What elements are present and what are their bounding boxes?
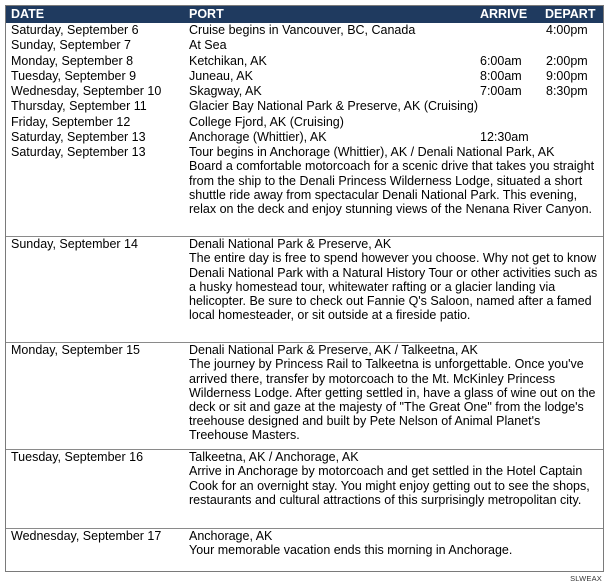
row-port: College Fjord, AK (Cruising) bbox=[189, 114, 344, 129]
row-date: Saturday, September 13 bbox=[11, 130, 146, 145]
table-row bbox=[6, 69, 603, 84]
row-port: Glacier Bay National Park & Preserve, AK (Cruising) bbox=[189, 99, 478, 114]
row-depart: 8:30pm bbox=[546, 84, 588, 99]
row-port: At Sea bbox=[189, 38, 227, 53]
row-port: Cruise begins in Vancouver, BC, Canada bbox=[189, 23, 416, 37]
row-port: Ketchikan, AK bbox=[189, 53, 267, 68]
table-row bbox=[6, 115, 603, 130]
tour-title: Denali National Park & Preserve, AK / Talkeetna, AK bbox=[189, 343, 478, 358]
header-depart: DEPART bbox=[545, 7, 596, 21]
tour-description: Arrive in Anchorage by motorcoach and get settled in the Hotel Captain Cook for an overnight stay. You might enjoy getting out to see the shops, restaurants and cultural attractions of this surprisingly metropolitan city. bbox=[189, 464, 590, 507]
row-date: Wednesday, September 10 bbox=[11, 84, 162, 99]
header-port: PORT bbox=[189, 7, 224, 21]
table-row bbox=[6, 23, 603, 38]
row-date: Friday, September 12 bbox=[11, 114, 131, 129]
row-date: Thursday, September 11 bbox=[11, 99, 147, 114]
tour-date: Monday, September 15 bbox=[11, 343, 141, 358]
tour-description: Board a comfortable motorcoach for a scenic drive that takes you straight from the ship to the Denali Princess Wilderness Lodge, situated a short shuttle ride away from spectacular Denali National Park. This evening, relax on the deck and enjoy stunning views of the Nenana River Canyon. bbox=[189, 159, 595, 216]
table-header bbox=[6, 6, 603, 23]
row-arrive: 6:00am bbox=[480, 53, 522, 68]
table-row bbox=[6, 130, 603, 145]
row-port: Skagway, AK bbox=[189, 84, 262, 99]
tour-day bbox=[6, 237, 603, 343]
tour-description: Your memorable vacation ends this morning in Anchorage. bbox=[189, 543, 513, 558]
tour-day bbox=[6, 145, 603, 237]
row-date: Tuesday, September 9 bbox=[11, 68, 137, 83]
header-date: DATE bbox=[11, 7, 45, 21]
table-row bbox=[6, 54, 603, 69]
row-date: Saturday, September 6 bbox=[11, 23, 139, 37]
row-arrive: 8:00am bbox=[480, 68, 522, 83]
row-arrive: 12:30am bbox=[480, 130, 529, 145]
tour-date: Tuesday, September 16 bbox=[11, 450, 144, 465]
tour-description: The journey by Princess Rail to Talkeetna is unforgettable. Once you've arrived there, transfer by motorcoach to the Mt. McKinley Princess Wilderness Lodge. After getting settled in, have a glass of wine out on the deck or sit and gaze at the majesty of "The Great One" from the lodge's treehouse designed and built by Pete Nelson of Animal Planet's Treehouse Masters. bbox=[189, 357, 596, 442]
row-arrive: 7:00am bbox=[480, 84, 522, 99]
tour-title: Tour begins in Anchorage (Whittier), AK / Denali National Park, AK bbox=[189, 145, 555, 160]
row-depart: 9:00pm bbox=[546, 68, 588, 83]
row-date: Monday, September 8 bbox=[11, 53, 134, 68]
row-date: Sunday, September 7 bbox=[11, 38, 131, 53]
tour-date: Sunday, September 14 bbox=[11, 237, 138, 252]
tour-date: Wednesday, September 17 bbox=[11, 529, 162, 544]
table-row bbox=[6, 99, 603, 114]
tour-day bbox=[6, 529, 603, 562]
row-depart: 2:00pm bbox=[546, 53, 588, 68]
source-credit: SLWEAX bbox=[570, 574, 602, 583]
table-body bbox=[6, 23, 603, 562]
tour-description: The entire day is free to spend however you choose. Why not get to know Denali National Park with a Natural History Tour or other activities such as a husky homestead tour, whitewater rafting or a glacier landing via helicopter. Be sure to check out Fannie Q's Saloon, named after a famed local homesteader, or sit outside at a fireside patio. bbox=[189, 251, 598, 322]
tour-title: Anchorage, AK bbox=[189, 529, 273, 544]
header-arrive: ARRIVE bbox=[480, 7, 528, 21]
tour-date: Saturday, September 13 bbox=[11, 145, 146, 160]
tour-title: Denali National Park & Preserve, AK bbox=[189, 237, 392, 252]
tour-day bbox=[6, 343, 603, 450]
table-row bbox=[6, 84, 603, 99]
table-row bbox=[6, 38, 603, 53]
row-port: Anchorage (Whittier), AK bbox=[189, 130, 327, 145]
itinerary-table bbox=[5, 5, 604, 572]
row-depart: 4:00pm bbox=[546, 23, 588, 37]
row-port: Juneau, AK bbox=[189, 68, 253, 83]
tour-day bbox=[6, 450, 603, 529]
tour-title: Talkeetna, AK / Anchorage, AK bbox=[189, 450, 359, 465]
